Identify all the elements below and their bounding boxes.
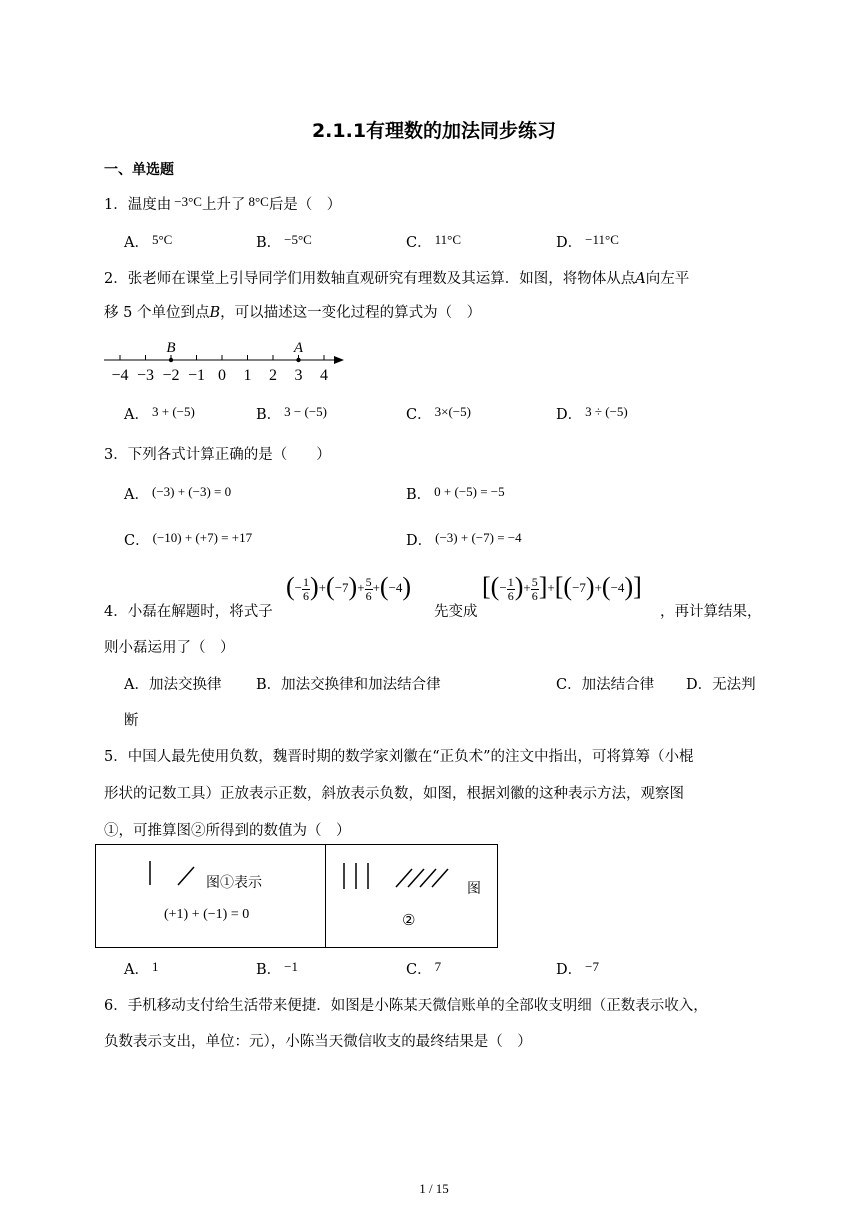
figure-1-expression: (+1) + (−1) = 0 — [164, 907, 250, 922]
option-label: B． — [256, 235, 282, 251]
fraction-den: 6 — [303, 588, 310, 603]
rods-figure-2 — [338, 859, 468, 893]
fraction — [507, 576, 515, 603]
q1-temp-rise: 8°C — [248, 194, 269, 209]
q3-option-d[interactable] — [406, 529, 522, 550]
q1-pre: 1．温度由 — [104, 197, 172, 213]
option-label: B． — [256, 677, 282, 693]
option-value: (−3) + (−7) = −4 — [435, 530, 522, 545]
option-value: 1 — [151, 959, 159, 974]
option-value: 3 − (−5) — [284, 404, 327, 419]
point-label-a: A — [293, 340, 304, 356]
q4-option-d-wrap: 断 — [124, 713, 139, 729]
q4-option-b[interactable] — [256, 673, 441, 694]
q6-line-1: 6．手机移动支付给生活带来便捷．如图是小陈某天微信账单的全部收支明细（正数表示收入， — [104, 998, 708, 1014]
option-label: D． — [556, 407, 583, 423]
q2-text: 移 5 个单位到点 — [104, 305, 210, 321]
figure-2-number: ② — [402, 911, 416, 929]
circled-one: ① — [104, 823, 119, 839]
q1-post: 后是（ ） — [268, 197, 342, 213]
fraction-num: 5 — [365, 574, 372, 589]
number-line-arrow — [334, 356, 344, 364]
option-value: −5°C — [284, 232, 312, 247]
q3-option-a[interactable] — [124, 483, 231, 504]
option-value: 3×(−5) — [434, 404, 471, 419]
option-value: 0 + (−5) = −5 — [434, 484, 505, 499]
fraction — [531, 576, 539, 603]
q4-line-2: 则小磊运用了（ ） — [104, 640, 235, 656]
figure-1-label: 图①表示 — [206, 875, 262, 891]
q5-option-a[interactable] — [124, 958, 158, 979]
q5-line-1: 5．中国人最先使用负数，魏晋时期的数学家刘徽在“正负术”的注文中指出，可将算筹（小棍 — [104, 749, 694, 765]
fraction-num: 1 — [303, 574, 310, 589]
q3-option-b[interactable] — [406, 483, 505, 504]
q4-mid: 先变成 — [434, 604, 478, 620]
rod-slanted — [178, 867, 194, 885]
term: −7 — [572, 580, 586, 595]
page-number: 1 / 15 — [419, 1181, 449, 1196]
q1-option-b[interactable] — [256, 231, 312, 252]
option-value: 11°C — [434, 232, 461, 247]
axis-tick-label: 3 — [294, 367, 303, 384]
option-value: −11°C — [585, 232, 619, 247]
axis-tick-label: 1 — [243, 367, 252, 384]
option-value: 3 ÷ (−5) — [585, 404, 628, 419]
section-heading: 一、单选题 — [104, 162, 174, 178]
point-a — [296, 358, 300, 362]
number-line-figure — [100, 334, 350, 384]
axis-tick-label: 4 — [320, 367, 328, 384]
axis-tick-label: −4 — [111, 367, 129, 384]
figure-2-cell — [326, 845, 497, 947]
page-title: 2.1.1有理数的加法同步练习 — [311, 120, 557, 142]
question-2-line-2 — [104, 301, 481, 322]
q4-option-c[interactable] — [556, 673, 654, 694]
q1-option-c[interactable] — [406, 231, 461, 252]
q4-post: ，再计算结果， — [660, 604, 762, 620]
option-value: 7 — [434, 959, 442, 974]
fraction-den: 6 — [531, 588, 538, 603]
q4-expression-1: (− $\frac{1}{6}$ )+(−7)+ $\frac{5}{6}$ +(−4) — [286, 572, 412, 603]
q4-expression-2: [(− $\frac{1}{6}$ )+ $\frac{5}{6}$ ]+[(−7)+(−4)] — [482, 572, 642, 603]
option-label: C． — [406, 407, 432, 423]
option-label: C． — [406, 235, 432, 251]
figure-1-cell — [96, 845, 326, 947]
option-value: 加法交换律 — [148, 677, 222, 693]
option-value: (−3) + (−3) = 0 — [151, 484, 232, 499]
counting-rods-figure — [95, 844, 498, 948]
question-3: 3．下列各式计算正确的是（ ） — [104, 447, 331, 463]
term: −7 — [334, 580, 349, 595]
q2-point-a: A — [635, 271, 646, 287]
option-label: B． — [406, 487, 432, 503]
option-label: D． — [406, 533, 433, 549]
option-value: 加法交换律和加法结合律 — [281, 677, 441, 693]
q2-option-a[interactable] — [124, 403, 195, 424]
option-value: 5°C — [151, 232, 173, 247]
option-value: 3 + (−5) — [151, 404, 195, 419]
option-value: 无法判 — [712, 677, 756, 693]
axis-tick-label: −1 — [187, 367, 206, 384]
q2-text: 2．张老师在课堂上引导同学们用数轴直观研究有理数及其运算．如图，将物体从点 — [104, 271, 636, 287]
option-value: −1 — [284, 959, 298, 974]
option-label: D． — [556, 962, 583, 978]
q5-line-3 — [104, 819, 351, 840]
q5-line-2: 形状的记数工具）正放表示正数，斜放表示负数，如图，根据刘徽的这种表示方法，观察图 — [104, 786, 684, 802]
option-value: −7 — [585, 959, 599, 974]
fraction — [302, 576, 310, 603]
option-label: B． — [256, 962, 282, 978]
q2-option-c[interactable] — [406, 403, 471, 424]
option-label: C． — [556, 677, 582, 693]
q5-text: ，可推算图②所得到的数值为（ ） — [118, 823, 351, 839]
fraction-num: 1 — [507, 574, 514, 589]
question-1 — [104, 193, 341, 214]
option-label: C． — [406, 962, 432, 978]
q4-option-d[interactable] — [686, 673, 756, 694]
q1-option-d[interactable] — [556, 231, 619, 252]
option-value: 加法结合律 — [581, 677, 655, 693]
option-label: A． — [124, 407, 149, 423]
q1-temp-start: −3°C — [174, 194, 202, 209]
term: −4 — [610, 580, 625, 595]
q2-point-b: B — [209, 305, 221, 321]
option-label: D． — [556, 235, 583, 251]
option-label: B． — [256, 407, 282, 423]
q5-option-c[interactable] — [406, 958, 441, 979]
rods-figure-1 — [144, 859, 204, 889]
q4-pre: 4．小磊在解题时，将式子 — [104, 604, 273, 620]
q4-option-a[interactable] — [124, 673, 221, 694]
fraction-den: 6 — [365, 588, 372, 603]
point-label-b: B — [166, 340, 176, 356]
option-label: A． — [124, 677, 149, 693]
q2-option-b[interactable] — [256, 403, 327, 424]
q5-option-b[interactable] — [256, 958, 298, 979]
q2-text: ，可以描述这一变化过程的算式为（ ） — [220, 305, 482, 321]
q5-option-d[interactable] — [556, 958, 599, 979]
option-label: C． — [124, 533, 150, 549]
question-2-line-1 — [104, 267, 689, 288]
q3-option-c[interactable] — [124, 529, 252, 550]
axis-tick-label: 0 — [218, 367, 226, 384]
option-label: A． — [124, 962, 149, 978]
fraction — [365, 576, 373, 603]
fraction-den: 6 — [507, 588, 514, 603]
point-b — [169, 358, 173, 362]
option-label: A． — [124, 487, 149, 503]
axis-tick-label: −3 — [136, 367, 155, 384]
q2-text: 向左平 — [645, 271, 690, 287]
term: −4 — [388, 580, 403, 595]
option-label: D． — [686, 677, 713, 693]
figure-2-label: 图 — [467, 881, 481, 897]
axis-tick-label: 2 — [269, 367, 277, 384]
fraction-num: 5 — [531, 574, 538, 589]
option-label: A． — [124, 235, 149, 251]
q2-option-d[interactable] — [556, 403, 628, 424]
q1-option-a[interactable] — [124, 231, 172, 252]
q1-mid: 上升了 — [201, 197, 246, 213]
axis-tick-label: −2 — [162, 367, 180, 384]
q6-line-2: 负数表示支出，单位：元），小陈当天微信收支的最终结果是（ ） — [104, 1034, 532, 1050]
option-value: (−10) + (+7) = +17 — [152, 530, 253, 545]
